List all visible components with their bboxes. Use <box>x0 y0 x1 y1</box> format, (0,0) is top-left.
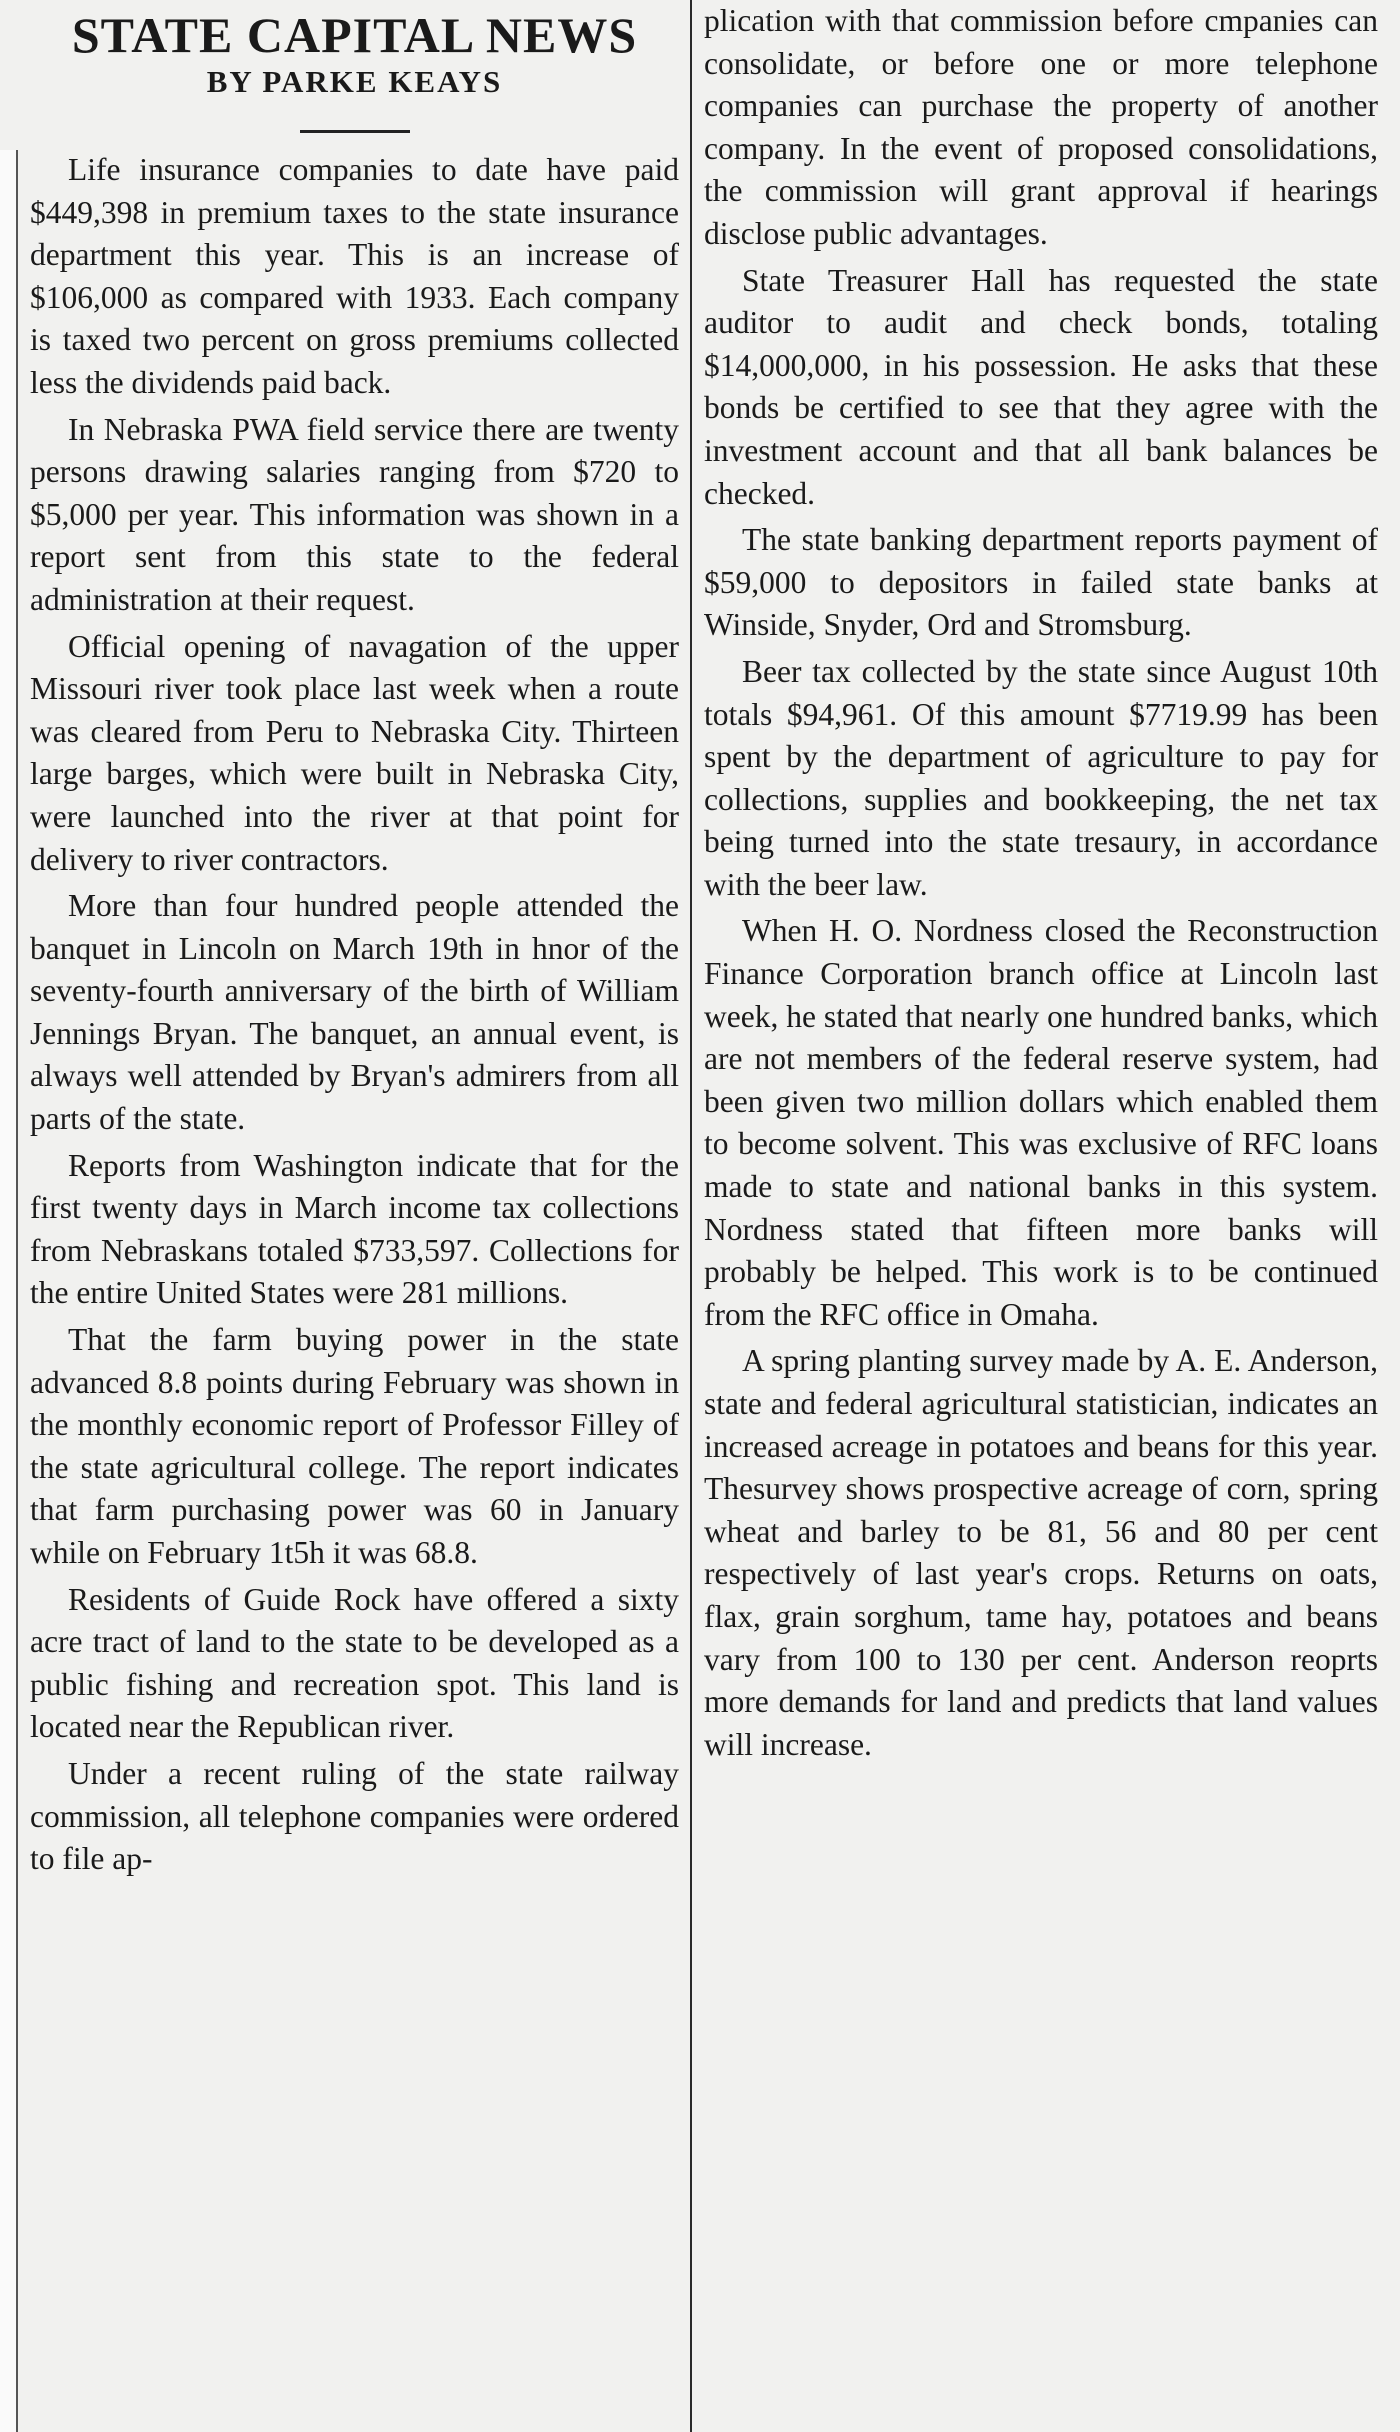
paragraph-planting-survey: A spring planting survey made by A. E. Anderson, state and federal agricultural statistician, indicates an increased acreage in potatoes and beans for this year. Thesurvey shows prospective acreage of corn, spring wheat and barley to be 81, 56 and 80 per cent respectively of last year's crops. Returns on oats, flax, grain sorghum, tame hay, potatoes and beans vary from 100 to 130 per cent. Anderson reoprts more demands for land and predicts that land values will increase. <box>704 1343 1378 1762</box>
right-column <box>700 0 1384 1766</box>
paragraph-railway-continuation: plication with that commission before cmpanies can consolidate, or before one or more telephone companies can purchase the property of another company. In the event of proposed consolidations, the commission will grant approval if hearings disclose public advantages. <box>704 3 1378 251</box>
article-byline: BY PARKE KEAYS <box>206 64 503 99</box>
paragraph-farm-buying-power: That the farm buying power in the state advanced 8.8 points during February was shown in the monthly economic report of Professor Filley of the state agricultural college. The report indicates that farm purchasing power was 60 in January while on February 1t5h it was 68.8. <box>30 1322 679 1570</box>
paragraph-railway-commission: Under a recent ruling of the state railway commission, all telephone companies were ordered to file ap- <box>30 1755 679 1877</box>
title-divider <box>300 130 410 133</box>
paragraph-income-tax: Reports from Washington indicate that for the first twenty days in March income tax collections from Nebraskans totaled $733,597. Collections for the entire United States were 281 millions. <box>30 1147 679 1311</box>
paragraph-missouri-navigation: Official opening of navagation of the upper Missouri river took place last week when a route was cleared from Peru to Nebraska City. Thirteen large barges, which were built in Nebraska City, were launched into the river at that point for delivery to river contractors. <box>30 628 679 877</box>
masthead <box>30 0 679 133</box>
paragraph-treasurer-bonds: State Treasurer Hall has requested the state auditor to audit and check bonds, totaling $14,000,000, in his possession. He asks that these bonds be certified to see that they agree with the investment account and that all bank balances be checked. <box>704 262 1378 511</box>
paragraph-insurance-taxes: Life insurance companies to date have paid $449,398 in premium taxes to the state insurance department this year. This is an increase of $106,000 as compared with 1933. Each company is taxed two percent on gross premiums collected less the dividends paid back. <box>30 152 679 400</box>
column-divider <box>690 0 692 2432</box>
paragraph-rfc-nordness: When H. O. Nordness closed the Reconstruction Finance Corporation branch office at Lincoln last week, he stated that nearly one hundred banks, which are not members of the federal reserve system, had been given two million dollars which enabled them to become solvent. This was exclusive of RFC loans made to state and national banks in this system. Nordness stated that fifteen more banks will probably be helped. This work is to be continued from the RFC office in Omaha. <box>704 913 1378 1332</box>
paragraph-beer-tax: Beer tax collected by the state since August 10th totals $94,961. Of this amount $7719.99 has been spent by the department of agriculture to pay for collections, supplies and bookkeeping, the net tax being turned into the state tresaury, in accordance with the beer law. <box>704 653 1378 902</box>
paragraph-banking-department: The state banking department reports payment of $59,000 to depositors in failed state banks at Winside, Snyder, Ord and Stromsburg. <box>704 522 1378 643</box>
left-column <box>20 0 685 1881</box>
paragraph-guide-rock: Residents of Guide Rock have offered a sixty acre tract of land to the state to be developed as a public fishing and recreation spot. This land is located near the Republican river. <box>30 1581 679 1745</box>
paragraph-pwa-salaries: In Nebraska PWA field service there are twenty persons drawing salaries ranging from $720 to $5,000 per year. This information was shown in a report sent from this state to the federal administration at their request. <box>30 411 679 617</box>
page-edge-margin <box>0 150 18 2432</box>
paragraph-bryan-banquet: More than four hundred people attended the banquet in Lincoln on March 19th in hnor of the seventy-fourth anniversary of the birth of William Jennings Bryan. The banquet, an annual event, is always well attended by Bryan's admirers from all parts of the state. <box>30 888 679 1137</box>
article-title: STATE CAPITAL NEWS <box>71 7 638 63</box>
